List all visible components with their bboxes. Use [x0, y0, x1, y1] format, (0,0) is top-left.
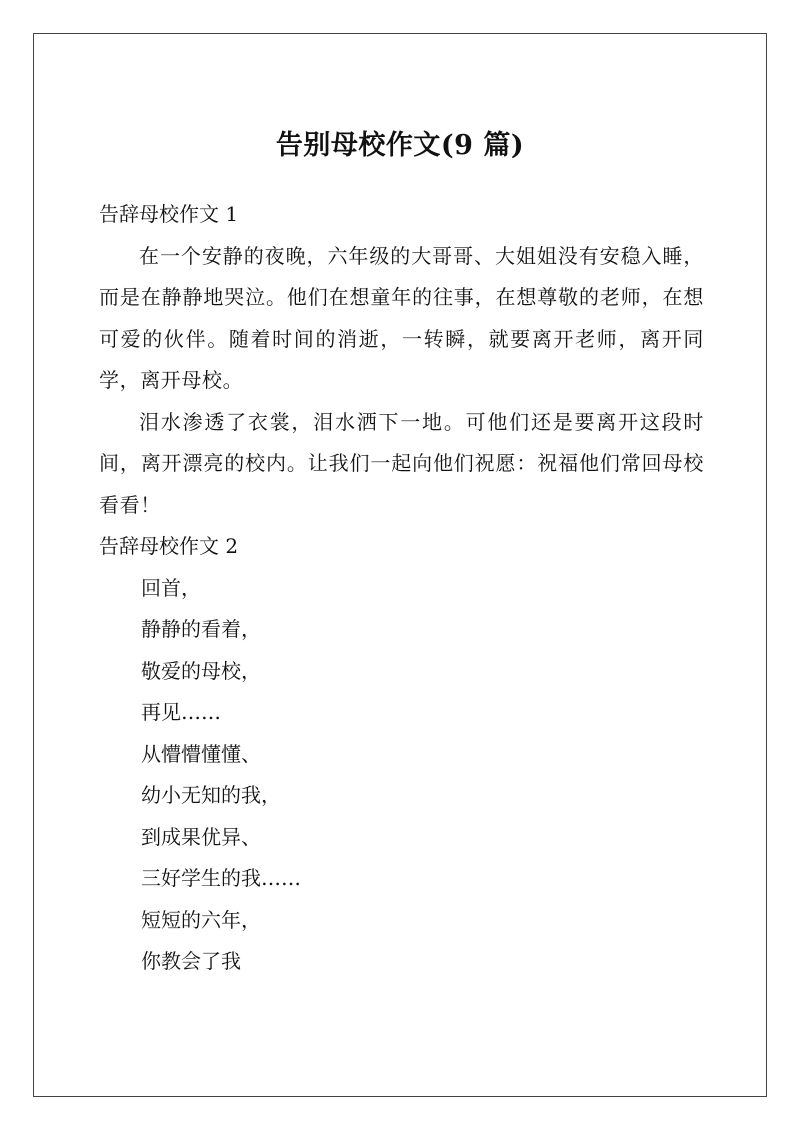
- poem-line: 到成果优异、: [141, 824, 261, 849]
- poem-line: 三好学生的我……: [141, 866, 301, 890]
- poem-line: 再见……: [141, 700, 221, 724]
- poem-line: 敬爱的母校，: [141, 658, 261, 683]
- poem-line: 静静的看着，: [141, 617, 261, 641]
- document-title: 告别母校作文(9 篇): [275, 130, 525, 161]
- poem-line: 幼小无知的我，: [141, 783, 281, 807]
- poem-line: 你教会了我: [141, 949, 241, 973]
- section-heading-1: 告辞母校作文 1: [99, 202, 239, 226]
- document-body: [99, 194, 704, 983]
- paragraph-2: 泪水渗透了衣裳，泪水洒下一地。可他们还是要离开这段时间，离开漂亮的校内。让我们一起向他们祝愿：祝福他们常回母校看看！: [99, 409, 704, 517]
- poem-line: 从懵懵懂懂、: [141, 741, 261, 766]
- poem-line: 回首，: [141, 575, 201, 600]
- paragraph-1: 在一个安静的夜晚，六年级的大哥哥、大姐姐没有安稳入睡，而是在静静地哭泣。他们在想童年的往事，在想尊敬的老师，在想可爱的伙伴。随着时间的消逝，一转瞬，就要离开老师，离开同学，离开母校。: [99, 243, 704, 392]
- poem-line: 短短的六年，: [141, 907, 261, 932]
- section-heading-2: 告辞母校作文 2: [99, 534, 239, 558]
